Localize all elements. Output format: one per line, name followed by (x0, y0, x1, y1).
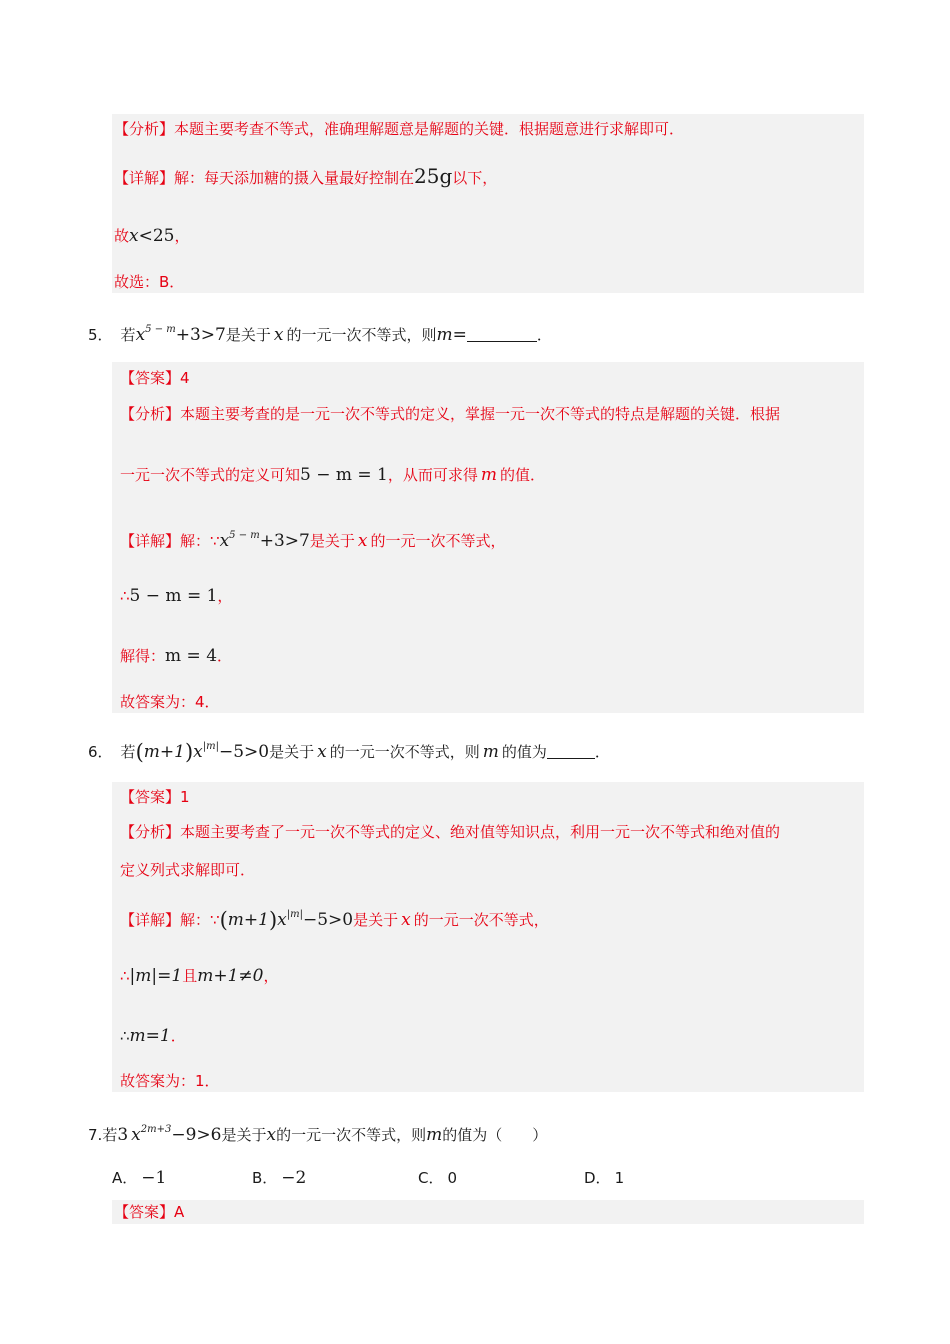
q6-step2: m=1 (129, 1026, 171, 1046)
q6-answer: 1 (180, 788, 190, 806)
q6-m: m (482, 742, 499, 762)
q7-coef: 3 (117, 1125, 129, 1145)
q4-detail-pre: 解：每天添加糖的摄入量最好控制在 (174, 169, 415, 187)
q6-analysis-2: 定义列式求解即可． (120, 861, 256, 879)
q7-option-c-value: 0 (447, 1169, 458, 1187)
q7-number: 7. (88, 1126, 103, 1144)
q6-var: x (317, 742, 327, 762)
q6-analysis-line-1 (120, 822, 780, 842)
q7-answer-tag: 【答案】 (114, 1203, 175, 1221)
q5-number: 5． (88, 326, 113, 344)
q6-pre: 若 (120, 743, 136, 761)
q7-exp: 2m+3 (140, 1124, 172, 1135)
q5-detail-mid: 是关于 (309, 532, 355, 550)
q5-analysis-2-post: 的值． (500, 466, 546, 484)
q5-step1-therefore: ∴ (120, 587, 130, 605)
q6-answer-blank[interactable] (547, 742, 595, 759)
q6-base: x (193, 742, 203, 762)
q4-analysis-text: 本题主要考查不等式，准确理解题意是解题的关键．根据题意进行求解即可． (174, 120, 685, 138)
q6-final-line (120, 1071, 220, 1091)
q5-rest: +3>7 (175, 325, 226, 345)
q5-final-pre: 故答案为： (120, 693, 196, 711)
q6-detail-base: x (277, 910, 287, 930)
q4-analysis-line (114, 119, 684, 139)
q5-analysis-2-pre: 一元一次不等式的定义可知 (120, 466, 301, 484)
q6-answer-tag: 【答案】 (120, 788, 181, 806)
q5-mid: 是关于 (225, 326, 271, 344)
q4-detail-post: 以下， (452, 169, 498, 187)
q7-option-a[interactable] (112, 1168, 166, 1188)
q5-detail-line (120, 526, 506, 551)
q6-detail-post: 的一元一次不等式， (413, 911, 549, 929)
q5-analysis-tag: 【分析】 (120, 405, 181, 423)
q5-detail-post: 的一元一次不等式， (370, 532, 506, 550)
q7-answer: A (174, 1203, 185, 1221)
q4-step-line (114, 226, 190, 246)
q4-detail-line (114, 166, 497, 188)
q7-var: x (266, 1125, 277, 1145)
q7-option-c-label: C． (418, 1169, 444, 1187)
q6-question (88, 737, 610, 762)
q6-step1-and: 且 (182, 967, 198, 985)
q4-detail-value: 25g (414, 164, 453, 188)
q5-answer-tag: 【答案】 (120, 369, 181, 387)
q6-detail-mid: 是关于 (353, 911, 399, 929)
q6-detail-inner: m+1 (227, 910, 269, 930)
q6-detail-tag: 【详解】 (120, 911, 181, 929)
q6-step2-post: ． (170, 1027, 186, 1045)
q5-step1: 5 − m = 1 (129, 586, 218, 606)
q5-answer-blank[interactable] (467, 325, 537, 342)
q4-choice: 故选：B． (114, 273, 185, 291)
q5-detail-base: x (219, 531, 230, 551)
q7-pre: 若 (102, 1126, 118, 1144)
q6-post2: 的值为 (501, 743, 547, 761)
q5-analysis-1: 本题主要考查的是一元一次不等式的定义，掌握一元一次不等式的特点是解题的关键．根据 (180, 405, 781, 423)
q7-option-a-label: A． (112, 1169, 138, 1187)
q5-detail-tag: 【详解】 (120, 532, 181, 550)
q6-step1-line (120, 966, 278, 986)
q6-number: 6． (88, 743, 113, 761)
q5-step2-line (120, 646, 232, 666)
q4-detail-tag: 【详解】 (114, 169, 175, 187)
q5-answer-line (120, 368, 190, 388)
q5-step2: m = 4 (165, 646, 218, 666)
q7-solution-box (112, 1200, 864, 1224)
q7-option-b-value: −2 (281, 1168, 307, 1188)
q5-end: ． (536, 326, 552, 344)
q6-final: 1． (195, 1072, 220, 1090)
q7-answer-line (114, 1202, 184, 1222)
q6-step1-post: ， (263, 967, 279, 985)
q7-option-b-label: B． (252, 1169, 278, 1187)
q4-step-pre: 故 (114, 227, 130, 245)
q5-detail-exp: 5 − m (229, 530, 260, 541)
q7-base: x (131, 1125, 141, 1145)
q4-analysis-tag: 【分析】 (114, 120, 175, 138)
q4-step-var: x (129, 226, 139, 246)
q5-answer: 4 (180, 369, 190, 387)
q7-option-d-value: 1 (614, 1169, 625, 1187)
q6-end: ． (594, 743, 610, 761)
q6-step1-therefore: ∴ (120, 967, 130, 985)
q6-step1-abs: |m|=1 (129, 966, 183, 986)
q7-option-c[interactable] (418, 1168, 457, 1188)
q6-step1-b: m+1≠0 (197, 966, 264, 986)
q5-final-line (120, 692, 220, 712)
q6-post: 的一元一次不等式，则 (329, 743, 480, 761)
q5-base: x (135, 325, 146, 345)
q5-step1-line (120, 586, 232, 606)
q5-analysis-2-mid: ，从而可求得 (387, 466, 478, 484)
q6-detail-lparen: ( (219, 908, 228, 932)
q5-analysis-2-m: m (480, 465, 498, 485)
q7-rest: −9>6 (171, 1125, 222, 1145)
q6-analysis-1: 本题主要考查了一元一次不等式的定义、绝对值等知识点，利用一元一次不等式和绝对值的 (180, 823, 781, 841)
q5-analysis-line-1 (120, 404, 780, 424)
q6-detail-var: x (401, 910, 411, 930)
q5-m: m (436, 325, 453, 345)
q7-post: 的一元一次不等式，则 (276, 1126, 427, 1144)
q4-choice-line (114, 272, 184, 292)
q5-post: 的一元一次不等式，则 (286, 326, 437, 344)
q5-detail-var: x (357, 531, 368, 551)
q5-analysis-line-2 (120, 465, 545, 485)
q5-question (88, 320, 552, 345)
q5-detail-pre: 解：∵ (180, 532, 220, 550)
q5-step2-post: ． (217, 647, 233, 665)
q4-step-post: ， (174, 227, 190, 245)
q7-post2: 的值为（ ） (442, 1126, 548, 1144)
q7-m: m (426, 1125, 443, 1145)
q6-detail-exp: |m| (286, 909, 303, 920)
q5-eq: = (452, 325, 467, 345)
q7-mid: 是关于 (221, 1126, 267, 1144)
q5-step1-post: ， (217, 587, 233, 605)
q4-step-rel: <25 (138, 226, 175, 246)
q6-lparen: ( (135, 740, 144, 764)
q7-option-d-label: D． (584, 1169, 611, 1187)
q5-analysis-2-eq: 5 − m = 1 (300, 465, 388, 485)
q6-analysis-line-2 (120, 860, 255, 880)
q6-exp: |m| (202, 741, 219, 752)
q6-step2-line (120, 1026, 186, 1046)
q6-step2-therefore: ∴ (120, 1027, 130, 1045)
q7-option-a-value: −1 (141, 1168, 167, 1188)
q6-rest: −5>0 (218, 742, 270, 762)
q6-detail-pre: 解：∵ (180, 911, 220, 929)
q6-answer-line (120, 787, 190, 807)
q5-pre: 若 (120, 326, 136, 344)
q6-final-pre: 故答案为： (120, 1072, 196, 1090)
q7-option-b[interactable] (252, 1168, 306, 1188)
q5-exp: 5 − m (145, 324, 176, 335)
q6-analysis-tag: 【分析】 (120, 823, 181, 841)
q6-detail-rparen: ) (268, 908, 278, 932)
q5-step2-pre: 解得： (120, 647, 166, 665)
q5-detail-rest: +3>7 (259, 531, 310, 551)
q6-mid: 是关于 (269, 743, 315, 761)
q6-rparen: ) (184, 740, 194, 764)
q6-detail-rest: −5>0 (302, 910, 354, 930)
q6-inner: m+1 (143, 742, 185, 762)
q5-final: 4． (195, 693, 220, 711)
q5-var: x (273, 325, 284, 345)
q4-solution-box (112, 114, 864, 293)
q7-question (88, 1120, 547, 1145)
q6-detail-line (120, 905, 549, 930)
q7-option-d[interactable] (584, 1168, 624, 1188)
